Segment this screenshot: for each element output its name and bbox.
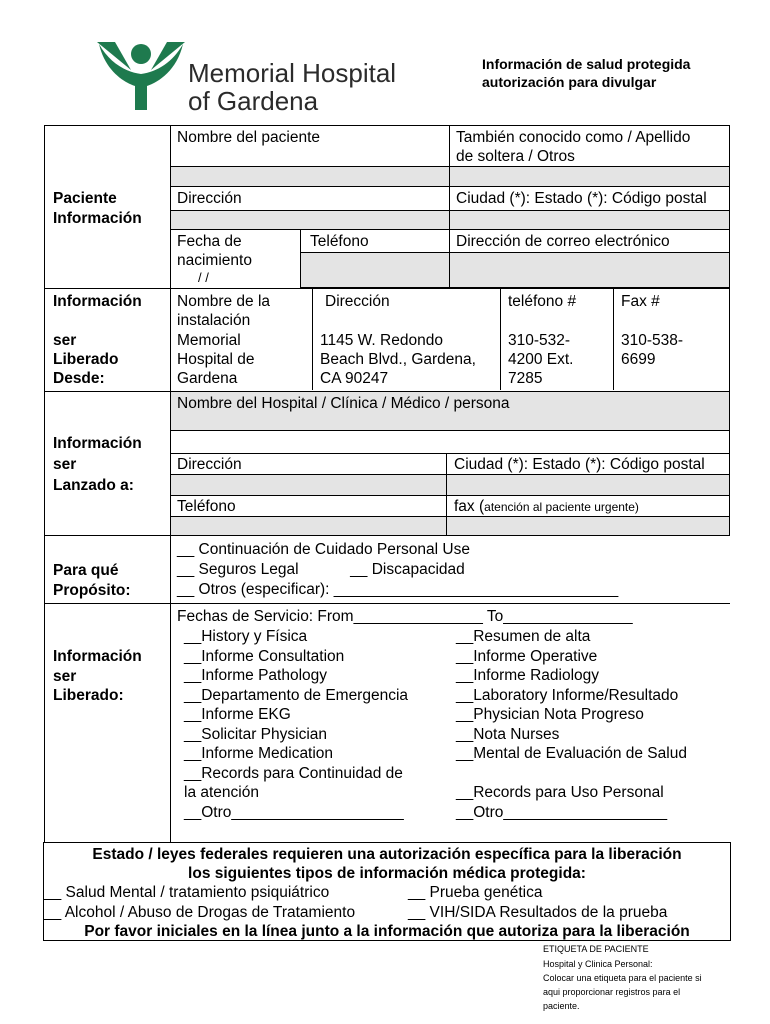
from-fax-label: Fax #: [621, 293, 660, 310]
info-left-item[interactable]: __Records para Continuidad de: [184, 765, 403, 782]
from-fax-value-2: 6699: [621, 351, 656, 368]
patient-address-label: Dirección: [177, 190, 242, 207]
service-dates[interactable]: Fechas de Servicio: From_______________ To_______________: [177, 608, 633, 625]
alcohol-drug-option[interactable]: __ Alcohol / Abuso de Drogas de Tratamiento: [44, 904, 356, 921]
from-section-label-4: Desde:: [53, 370, 105, 387]
info-section-label-3: Liberado:: [53, 687, 124, 704]
from-section-label-3: Liberado: [53, 351, 119, 368]
patient-phone-label: Teléfono: [310, 233, 369, 250]
info-left-item[interactable]: __Informe Pathology: [184, 667, 328, 684]
info-section-label-2: ser: [53, 668, 77, 685]
form-title-line2: autorización para divulgar: [482, 74, 657, 90]
to-city-label: Ciudad (*): Estado (*): Código postal: [454, 456, 705, 473]
email-input[interactable]: [449, 252, 730, 288]
to-phone-divider: [446, 495, 447, 517]
label-note-line: aqui proporcionar registros para el: [543, 987, 681, 997]
facility-value: Memorial: [177, 332, 241, 349]
to-fax-prefix: fax (: [454, 498, 485, 515]
to-address-input[interactable]: [170, 453, 447, 475]
dob-label-2: nacimiento: [177, 252, 252, 269]
facility-label-2: instalación: [177, 312, 251, 329]
label-note-line: paciente.: [543, 1001, 580, 1011]
info-section-label: Información: [53, 648, 142, 665]
to-fax-label: [454, 497, 639, 518]
info-right-item[interactable]: __Otro___________________: [456, 804, 668, 821]
purpose-option-legal-disability[interactable]: __ Seguros Legal __ Discapacidad: [177, 561, 465, 578]
to-city-field[interactable]: [446, 474, 730, 496]
to-fax-input[interactable]: [446, 516, 730, 536]
from-divider-2: [500, 288, 501, 390]
facility-value-2: Hospital de: [177, 351, 255, 368]
hiv-aids-option[interactable]: __ VIH/SIDA Resultados de la prueba: [408, 904, 668, 921]
info-left-item[interactable]: __Departamento de Emergencia: [184, 687, 409, 704]
patient-name-label: Nombre del paciente: [177, 129, 321, 146]
info-left-item[interactable]: __Informe EKG: [184, 706, 291, 723]
aka-input[interactable]: [449, 166, 730, 187]
info-right-item[interactable]: __Mental de Evaluación de Salud: [456, 745, 687, 762]
to-section-label: Información: [53, 435, 142, 452]
dob-label: Fecha de: [177, 233, 242, 250]
info-right-item[interactable]: __Physician Nota Progreso: [456, 706, 644, 723]
to-city-input[interactable]: [446, 453, 730, 475]
purpose-section-label-2: Propósito:: [53, 582, 131, 599]
from-address-value: 1145 W. Redondo: [320, 332, 443, 349]
label-note-line: Hospital y Clinica Personal:: [543, 959, 653, 969]
patient-bottom: [44, 288, 730, 289]
to-bottom: [44, 535, 730, 536]
to-address-field[interactable]: [170, 474, 447, 496]
from-address-label: Dirección: [325, 293, 390, 310]
to-address-label: Dirección: [177, 456, 242, 473]
from-phone-value: 310-532-: [508, 332, 571, 349]
patient-phone-input[interactable]: [300, 252, 450, 288]
to-section-label-2: ser: [53, 456, 77, 473]
from-section-label-2: ser: [53, 332, 77, 349]
mental-health-option[interactable]: __ Salud Mental / tratamiento psiquiátrico: [44, 884, 330, 901]
to-section-label-3: Lanzado a:: [53, 477, 134, 494]
state-laws-heading: Estado / leyes federales requieren una autorización específica para la liberación: [92, 846, 682, 863]
info-left-item: la atención: [184, 784, 259, 801]
facility-value-3: Gardena: [177, 370, 238, 387]
logo-text-line1: Memorial Hospital: [188, 58, 397, 88]
from-fax-value: 310-538-: [621, 332, 684, 349]
from-phone-value-2: 4200 Ext.: [508, 351, 574, 368]
info-right-item[interactable]: __Resumen de alta: [456, 628, 591, 645]
logo-text-line2: of Gardena: [188, 86, 319, 116]
from-divider-3: [613, 288, 614, 390]
label-note-title: ETIQUETA DE PACIENTE: [543, 944, 649, 954]
email-label: Dirección de correo electrónico: [456, 233, 670, 250]
info-right-item[interactable]: __Laboratory Informe/Resultado: [456, 687, 679, 704]
frame-top: [44, 125, 730, 126]
info-left-item[interactable]: __Informe Consultation: [184, 648, 345, 665]
patient-city-input[interactable]: [449, 210, 730, 230]
info-right-item[interactable]: __Informe Operative: [456, 648, 598, 665]
info-left-item[interactable]: __Informe Medication: [184, 745, 334, 762]
facility-label: Nombre de la: [177, 293, 271, 310]
state-laws-heading-2: los siguientes tipos de información médica protegida:: [188, 865, 586, 882]
aka-label-2: de soltera / Otros: [456, 148, 575, 165]
info-left-item[interactable]: __Solicitar Physician: [184, 726, 328, 743]
label-note-line: Colocar una etiqueta para el paciente si: [543, 973, 702, 983]
from-phone-value-3: 7285: [508, 370, 543, 387]
dob-slashes[interactable]: / /: [198, 270, 209, 285]
to-phone-input[interactable]: [170, 516, 447, 536]
patient-city-label: Ciudad (*): Estado (*): Código postal: [456, 190, 707, 207]
info-right-item[interactable]: __Informe Radiology: [456, 667, 600, 684]
info-left-item[interactable]: __History y Física: [184, 628, 308, 645]
info-right-item[interactable]: __Records para Uso Personal: [456, 784, 664, 801]
purpose-option-other[interactable]: __ Otros (especificar): _________________________________: [177, 581, 619, 598]
form-title-line1: Información de salud protegida: [482, 56, 691, 72]
from-divider-1: [312, 288, 313, 390]
purpose-bottom: [44, 603, 730, 604]
to-name-label: Nombre del Hospital / Clínica / Médico / persona: [177, 395, 510, 412]
from-address-value-3: CA 90247: [320, 370, 389, 387]
to-fax-note: atención al paciente urgente): [484, 500, 639, 514]
aka-label: También conocido como / Apellido: [456, 129, 691, 146]
purpose-option-continuity[interactable]: __ Continuación de Cuidado Personal Use: [177, 541, 470, 558]
info-right-item[interactable]: __Nota Nurses: [456, 726, 560, 743]
from-address-value-2: Beach Blvd., Gardena,: [320, 351, 476, 368]
from-phone-label: teléfono #: [508, 293, 577, 310]
genetic-test-option[interactable]: __ Prueba genética: [408, 884, 543, 901]
patient-name-input[interactable]: [170, 166, 450, 187]
purpose-section-label: Para qué: [53, 562, 119, 579]
hospital-logo-icon: [95, 40, 187, 112]
to-phone-label: Teléfono: [177, 498, 236, 515]
patient-section-label-2: Información: [53, 210, 142, 227]
info-left-item[interactable]: __Otro____________________: [184, 804, 404, 821]
initials-instruction: Por favor iniciales en la línea junto a la información que autoriza para la liberación: [84, 923, 690, 940]
patient-section-label: Paciente: [53, 190, 117, 207]
from-section-label: Información: [53, 293, 142, 310]
frame-left: [44, 125, 45, 842]
patient-address-input[interactable]: [170, 210, 450, 230]
